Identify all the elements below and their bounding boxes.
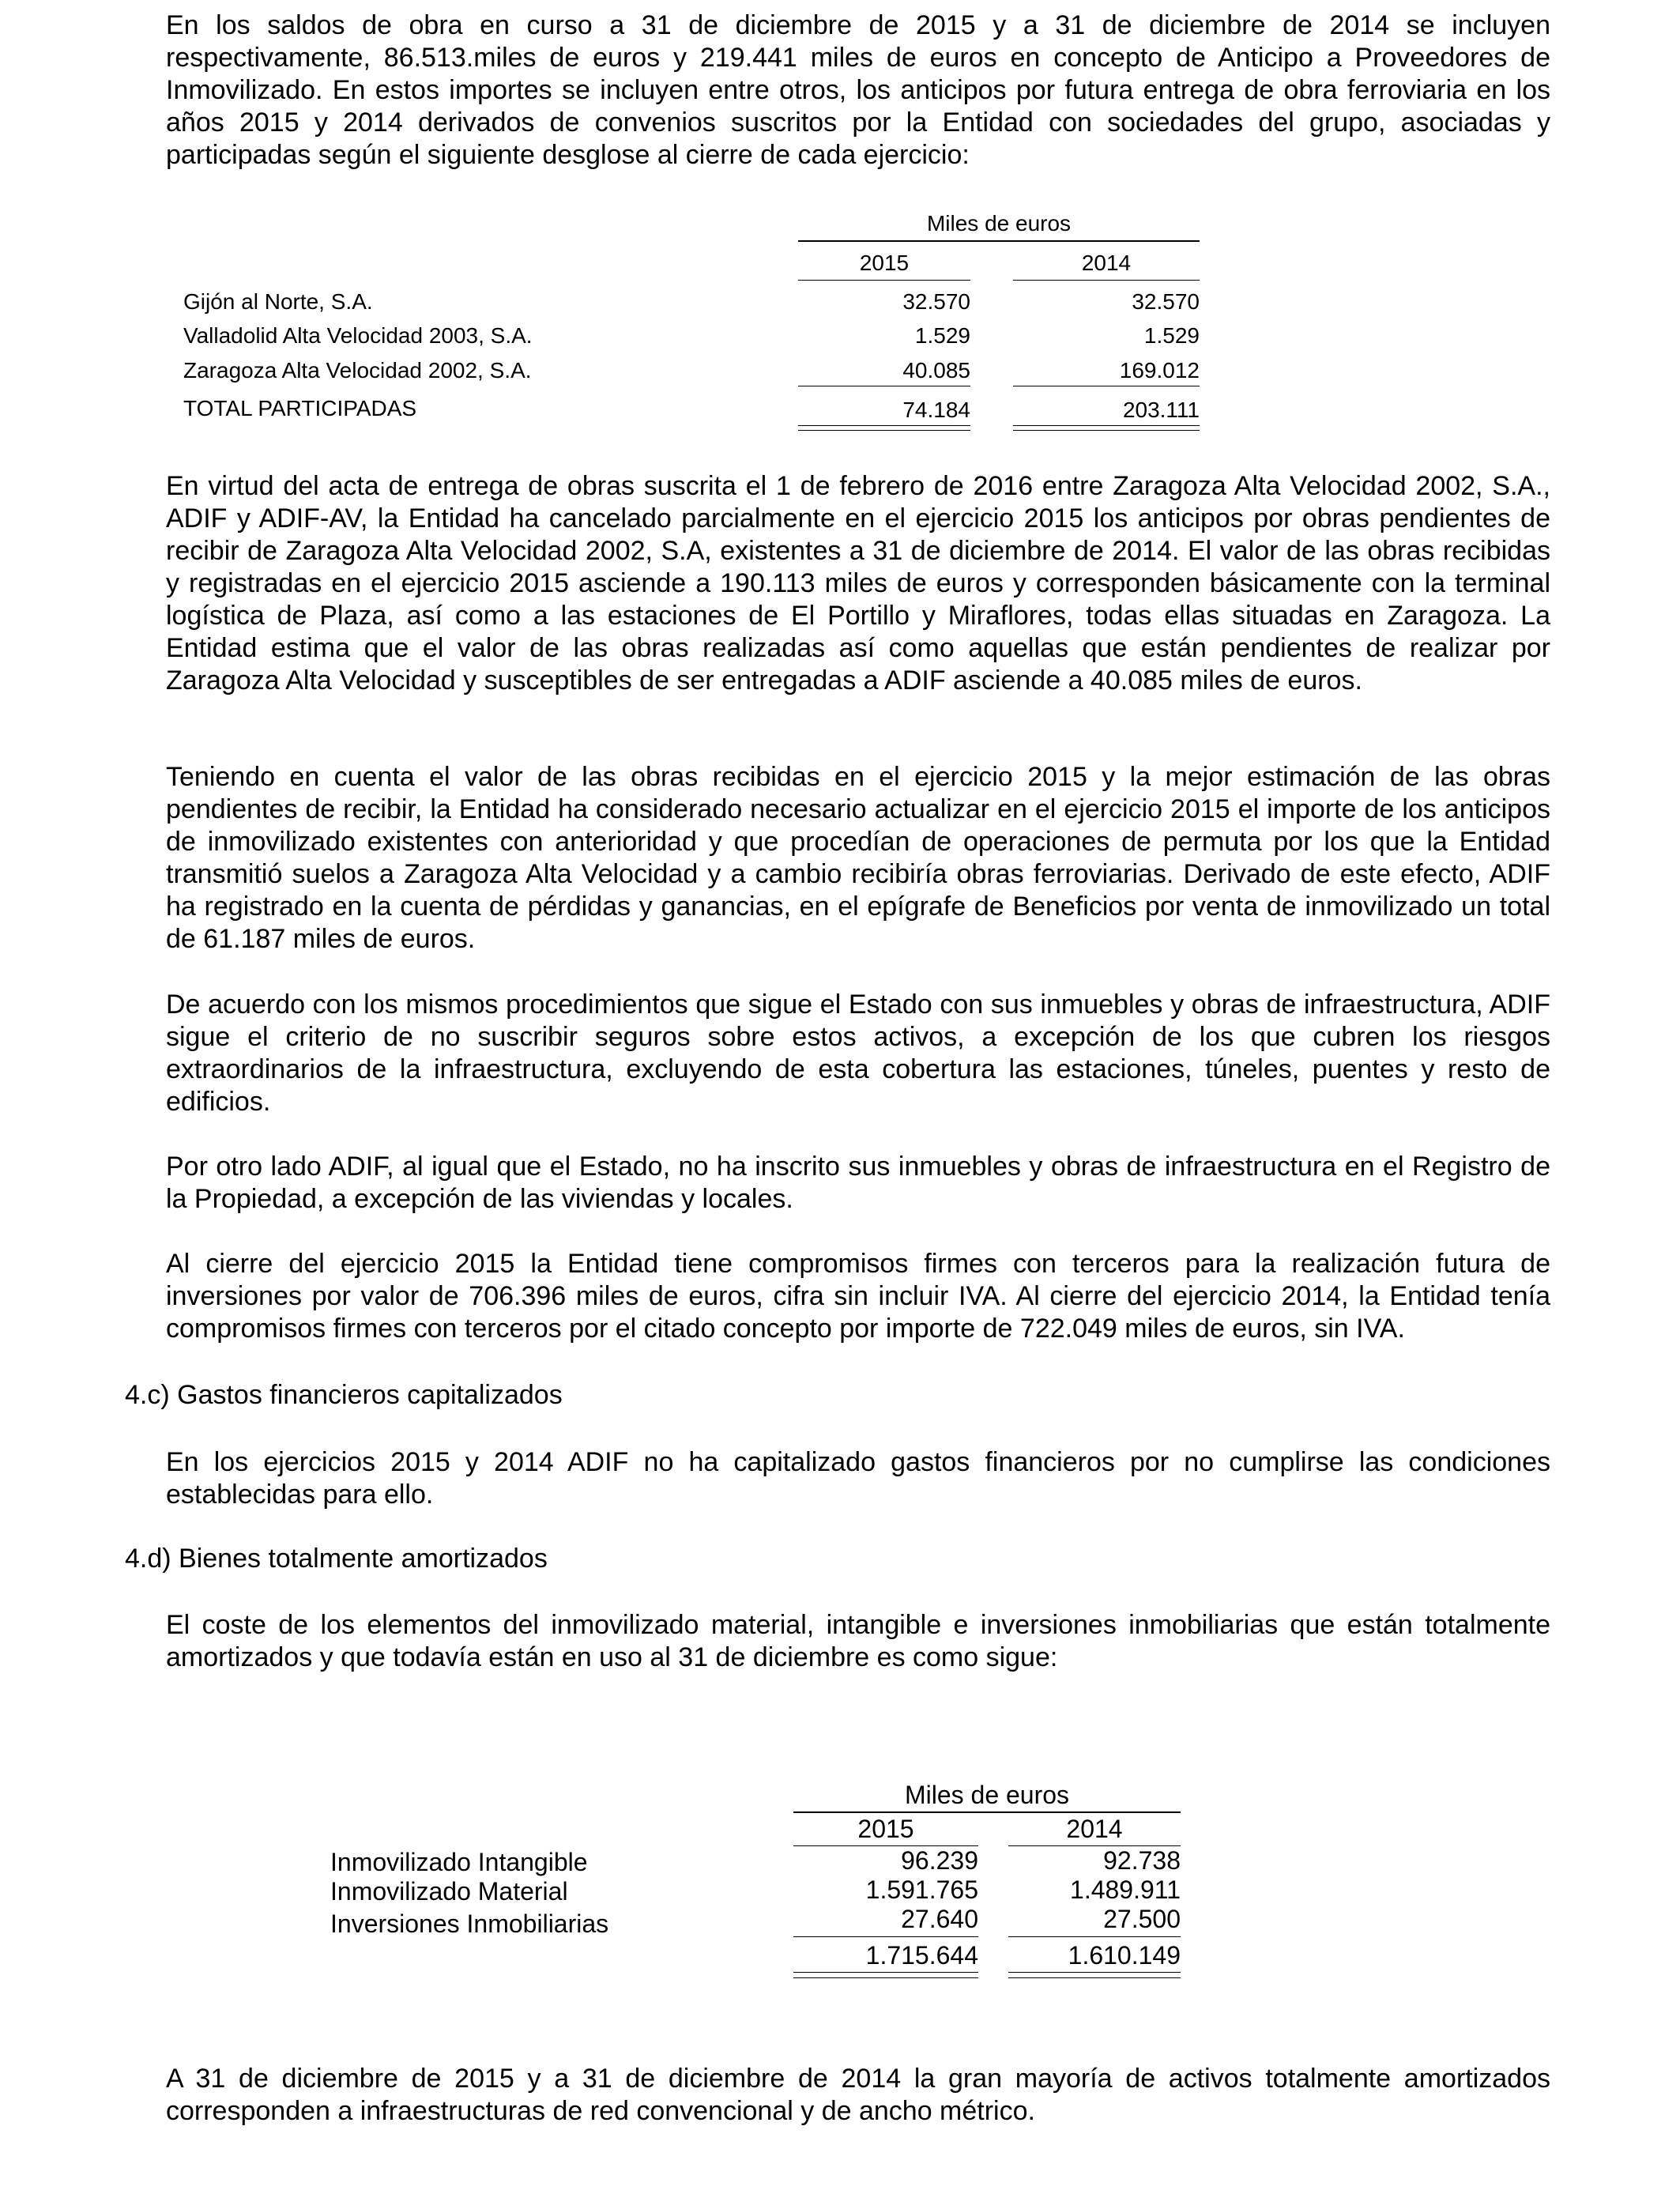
table2-col-2014: 2014 bbox=[1066, 1815, 1123, 1843]
table2-double-rule bbox=[793, 1977, 978, 1978]
table-row-value-2015: 32.570 bbox=[902, 289, 970, 314]
table-row-label: Inmovilizado Intangible bbox=[330, 1848, 588, 1876]
table-row-value-2014: 1.529 bbox=[1143, 323, 1200, 348]
table-row-value-2015: 1.591.765 bbox=[865, 1875, 978, 1904]
table-total-2014: 203.111 bbox=[1122, 398, 1200, 422]
table2-col-2015: 2015 bbox=[857, 1815, 914, 1843]
table-total-label: TOTAL PARTICIPADAS bbox=[183, 396, 417, 420]
table-row-value-2015: 96.239 bbox=[901, 1846, 978, 1875]
paragraph-anticipos: En los saldos de obra en curso a 31 de diciembre de 2015 y a 31 de diciembre de 2014 se incluyen respectivamente, 86.513.miles de euros y 219.441 miles de euros en concepto de Anticipo a Proveedores de Inmovilizado. En estos importes se incluyen entre otros, los anticipos por futura entrega de obra ferroviaria en los años 2015 y 2014 derivados de convenios suscritos por la Entidad con sociedades del grupo, asociadas y participadas según el siguiente desglose al cierre de cada ejercicio: bbox=[166, 10, 1550, 170]
table1-col1-rule bbox=[798, 280, 970, 281]
table-total-2014: 1.610.149 bbox=[1068, 1941, 1181, 1970]
table2-unit-header: Miles de euros bbox=[904, 1781, 1070, 1809]
paragraph-compromisos: Al cierre del ejercicio 2015 la Entidad tiene compromisos firmes con terceros para la realización futura de inversiones por valor de 706.396 miles de euros, cifra sin incluir IVA. Al cierre del ejercicio 2014, la Entidad tenía compromisos firmes con terceros por el citado concepto por importe de 722.049 miles de euros, sin IVA. bbox=[166, 1249, 1550, 1344]
table1-unit-header: Miles de euros bbox=[926, 211, 1072, 236]
table-row-value-2014: 1.489.911 bbox=[1070, 1875, 1181, 1904]
table-row-value-2015: 40.085 bbox=[902, 358, 970, 383]
table2-double-rule bbox=[1008, 1977, 1181, 1978]
table2-subtotal-rule bbox=[793, 1936, 978, 1937]
table-row-label: Inversiones Inmobiliarias bbox=[330, 1909, 609, 1938]
table2-subtotal-rule bbox=[1008, 1936, 1181, 1937]
table2-double-rule bbox=[1008, 1972, 1181, 1973]
table-row-value-2015: 1.529 bbox=[914, 323, 970, 348]
table1-double-rule bbox=[798, 430, 970, 431]
paragraph-registro-propiedad: Por otro lado ADIF, al igual que el Estado, no ha inscrito sus inmuebles y obras de infraestructura en el Registro de la Propiedad, a excepción de las viviendas y locales. bbox=[166, 1152, 1550, 1214]
table1-unit-rule bbox=[798, 240, 1200, 242]
paragraph-acta-entrega: En virtud del acta de entrega de obras suscrita el 1 de febrero de 2016 entre Zaragoza Alta Velocidad 2002, S.A., ADIF y ADIF-AV, la Entidad ha cancelado parcialmente en el ejercicio 2015 los anticipos por obras pendientes de recibir de Zaragoza Alta Velocidad 2002, S.A, existentes a 31 de diciembre de 2014. El valor de las obras recibidas y registradas en el ejercicio 2015 asciende a 190.113 miles de euros y corresponden básicamente con la terminal logística de Plaza, así como a las estaciones de El Portillo y Miraflores, todas ellas situadas en Zaragoza. La Entidad estima que el valor de las obras realizadas así como aquellas que están pendientes de realizar por Zaragoza Alta Velocidad y susceptibles de ser entregadas a ADIF asciende a 40.085 miles de euros. bbox=[166, 471, 1550, 696]
section-heading-4c: 4.c) Gastos financieros capitalizados bbox=[125, 1380, 563, 1410]
table-row-value-2014: 32.570 bbox=[1132, 289, 1200, 314]
table-total-2015: 74.184 bbox=[902, 398, 970, 422]
table-row-label: Valladolid Alta Velocidad 2003, S.A. bbox=[183, 323, 533, 348]
table-row-value-2015: 27.640 bbox=[901, 1905, 978, 1933]
table-row-label: Zaragoza Alta Velocidad 2002, S.A. bbox=[183, 358, 532, 383]
table1-double-rule bbox=[1013, 430, 1200, 431]
table1-double-rule bbox=[1013, 425, 1200, 426]
table1-col2-rule bbox=[1013, 280, 1200, 281]
table-row-value-2014: 169.012 bbox=[1119, 358, 1200, 383]
table1-col-2015: 2015 bbox=[859, 251, 910, 275]
table-row-value-2014: 27.500 bbox=[1103, 1905, 1181, 1933]
paragraph-estimacion-obras: Teniendo en cuenta el valor de las obras recibidas en el ejercicio 2015 y la mejor estimación de las obras pendientes de recibir, la Entidad ha considerado necesario actualizar en el ejercicio 2015 el importe de los anticipos de inmovilizado existentes con anterioridad y que procedían de operaciones de permuta por los que la Entidad transmitió suelos a Zaragoza Alta Velocidad y a cambio recibiría obras ferroviarias. Derivado de este efecto, ADIF ha registrado en la cuenta de pérdidas y ganancias, en el epígrafe de Beneficios por venta de inmovilizado un total de 61.187 miles de euros. bbox=[166, 762, 1550, 954]
table1-col-2014: 2014 bbox=[1081, 251, 1132, 275]
table-row-label: Gijón al Norte, S.A. bbox=[183, 289, 373, 314]
table-row-label: Inmovilizado Material bbox=[330, 1877, 568, 1906]
section-heading-4d: 4.d) Bienes totalmente amortizados bbox=[125, 1544, 548, 1574]
paragraph-gastos-financieros: En los ejercicios 2015 y 2014 ADIF no ha capitalizado gastos financieros por no cumplirse las condiciones establecidas para ello. bbox=[166, 1447, 1550, 1510]
table2-double-rule bbox=[793, 1972, 978, 1973]
paragraph-coste-elementos: El coste de los elementos del inmovilizado material, intangible e inversiones inmobiliarias que están totalmente amortizados y que todavía están en uso al 31 de diciembre es como sigue: bbox=[166, 1610, 1550, 1672]
paragraph-seguros: De acuerdo con los mismos procedimientos que sigue el Estado con sus inmuebles y obras de infraestructura, ADIF sigue el criterio de no suscribir seguros sobre estos activos, a excepción de los que cubren los riesgos extraordinarios de la infraestructura, excluyendo de esta cobertura las estaciones, túneles, puentes y resto de edificios. bbox=[166, 990, 1550, 1117]
paragraph-red-convencional: A 31 de diciembre de 2015 y a 31 de diciembre de 2014 la gran mayoría de activos totalmente amortizados corresponden a infraestructuras de red convencional y de ancho métrico. bbox=[166, 2064, 1550, 2126]
table1-double-rule bbox=[798, 425, 970, 426]
table2-unit-rule bbox=[793, 1811, 1181, 1813]
table-total-2015: 1.715.644 bbox=[865, 1941, 978, 1970]
table-row-value-2014: 92.738 bbox=[1103, 1846, 1181, 1875]
